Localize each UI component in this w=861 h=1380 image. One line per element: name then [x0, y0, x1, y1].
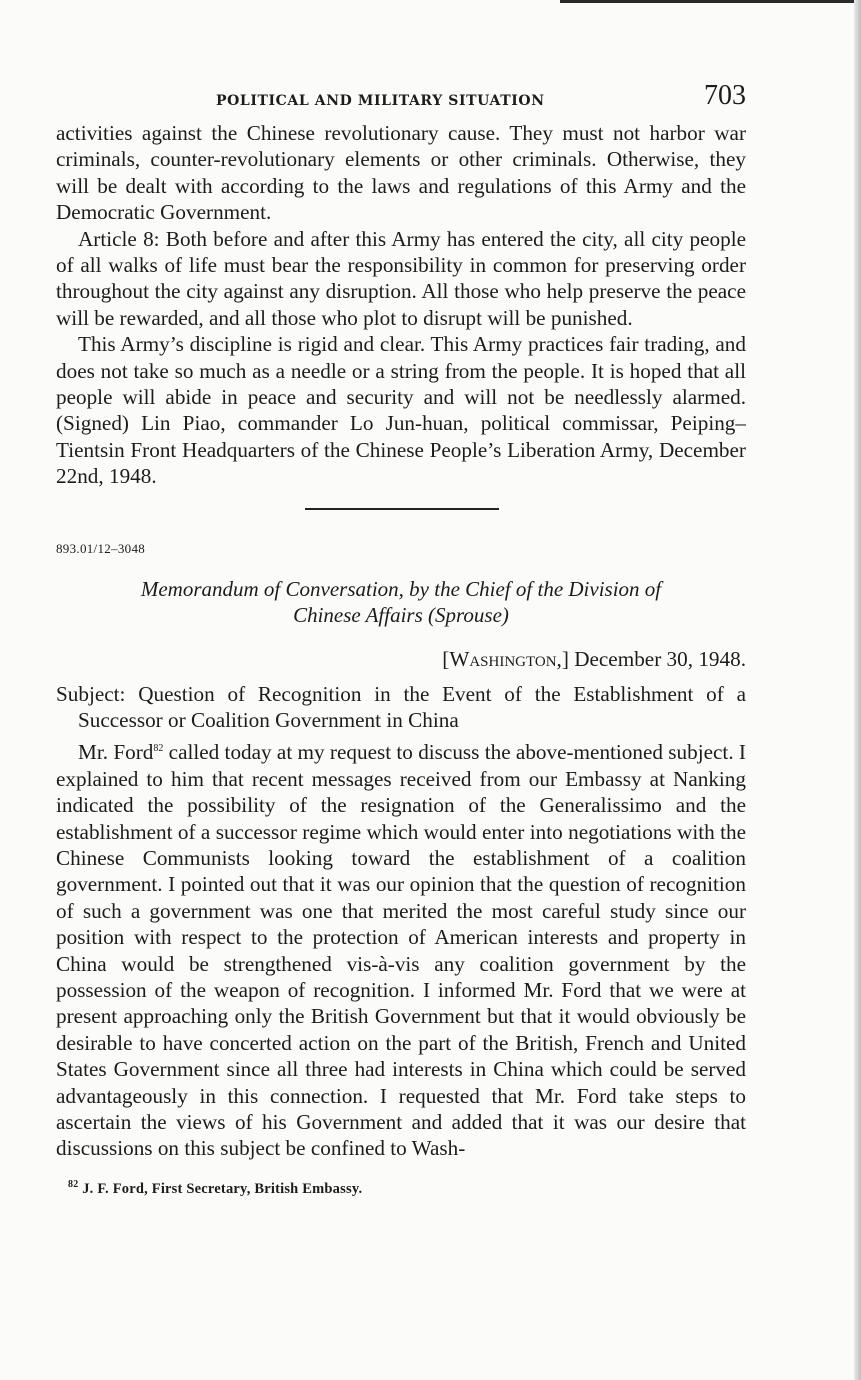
continuation-paragraph-1: activities against the Chinese revolutionary cause. They must not harbor war criminals, counter-revolutionary elements or other criminals. Otherwise, they will be dealt with according to the laws and regulations of this Army and the Democratic Government. [56, 121, 746, 225]
body-lead: Mr. Ford [78, 740, 154, 765]
footnote-reference: 82 [153, 743, 164, 755]
section-divider [305, 508, 499, 510]
file-reference: 893.01/12–3048 [56, 540, 146, 556]
dateline-place: [Washington,] [442, 647, 569, 672]
dateline-date: December 30, 1948. [574, 647, 746, 672]
page-edge-shadow [854, 0, 861, 1380]
body-text: called today at my request to discuss the above-mentioned subject. I explained to him that recent messages received from our Embassy at Nanking indicated the possibility of the resignation of the Generalissimo and the establishment of a successor regime which would enter into negotiations with the Chinese Communists looking toward the establishment of a coalition government. I pointed out that it was our opinion that the question of recognition of such a government was one that merited the most careful study since our position with respect to the protection of American interests and property in China would be strengthened vis-à-vis any coalition government by the possession of the weapon of recognition. I informed Mr. Ford that we were at present approaching only the British Government but that it would obviously be desirable to have concerted action on the part of the British, French and United States Government since all three had interests in China which could be served advantageously in this connection. I requested that Mr. Ford take steps to ascertain the views of his Government and added that it was our desire that discussions on this subject be confined to Wash- [56, 740, 746, 1161]
footnote-marker: 82 [68, 1178, 79, 1190]
discipline-paragraph: This Army’s discipline is rigid and clear. This Army practices fair trading, and does not take so much as a needle or a string from the people. It is hoped that all people will abide in peace and security and will not be needlessly alarmed. (Signed) Lin Piao, commander Lo Jun-huan, political commissar, Peiping–Tientsin Front Headquarters of the Chinese People’s Liberation Army, December 22nd, 1948. [56, 332, 746, 489]
article-8-paragraph: Article 8: Both before and after this Army has entered the city, all city people of all walks of life must bear the responsibility in common for preserving order throughout the city against any disruption. All those who help preserve the peace will be rewarded, and all those who plot to disrupt will be punished. [56, 226, 746, 330]
memorandum-title-line-1: Memorandum of Conversation, by the Chief of the Division of [140, 577, 662, 602]
running-title: POLITICAL AND MILITARY SITUATION [216, 93, 545, 109]
footnote-text: J. F. Ford, First Secretary, British Embassy. [78, 1180, 363, 1197]
running-head [56, 80, 746, 120]
dateline [56, 646, 746, 672]
page-number: 703 [704, 80, 746, 111]
memorandum-title-line-2: Chinese Affairs (Sprouse) [293, 603, 509, 628]
memorandum-body [56, 739, 746, 1162]
top-edge-rule [560, 0, 861, 3]
document-page [56, 80, 746, 1202]
memorandum-title [56, 576, 746, 628]
subject-line: Subject: Question of Recognition in the Event of the Establishment of a Successor or Coalition Government in China [56, 681, 746, 732]
footnote [56, 1176, 746, 1202]
